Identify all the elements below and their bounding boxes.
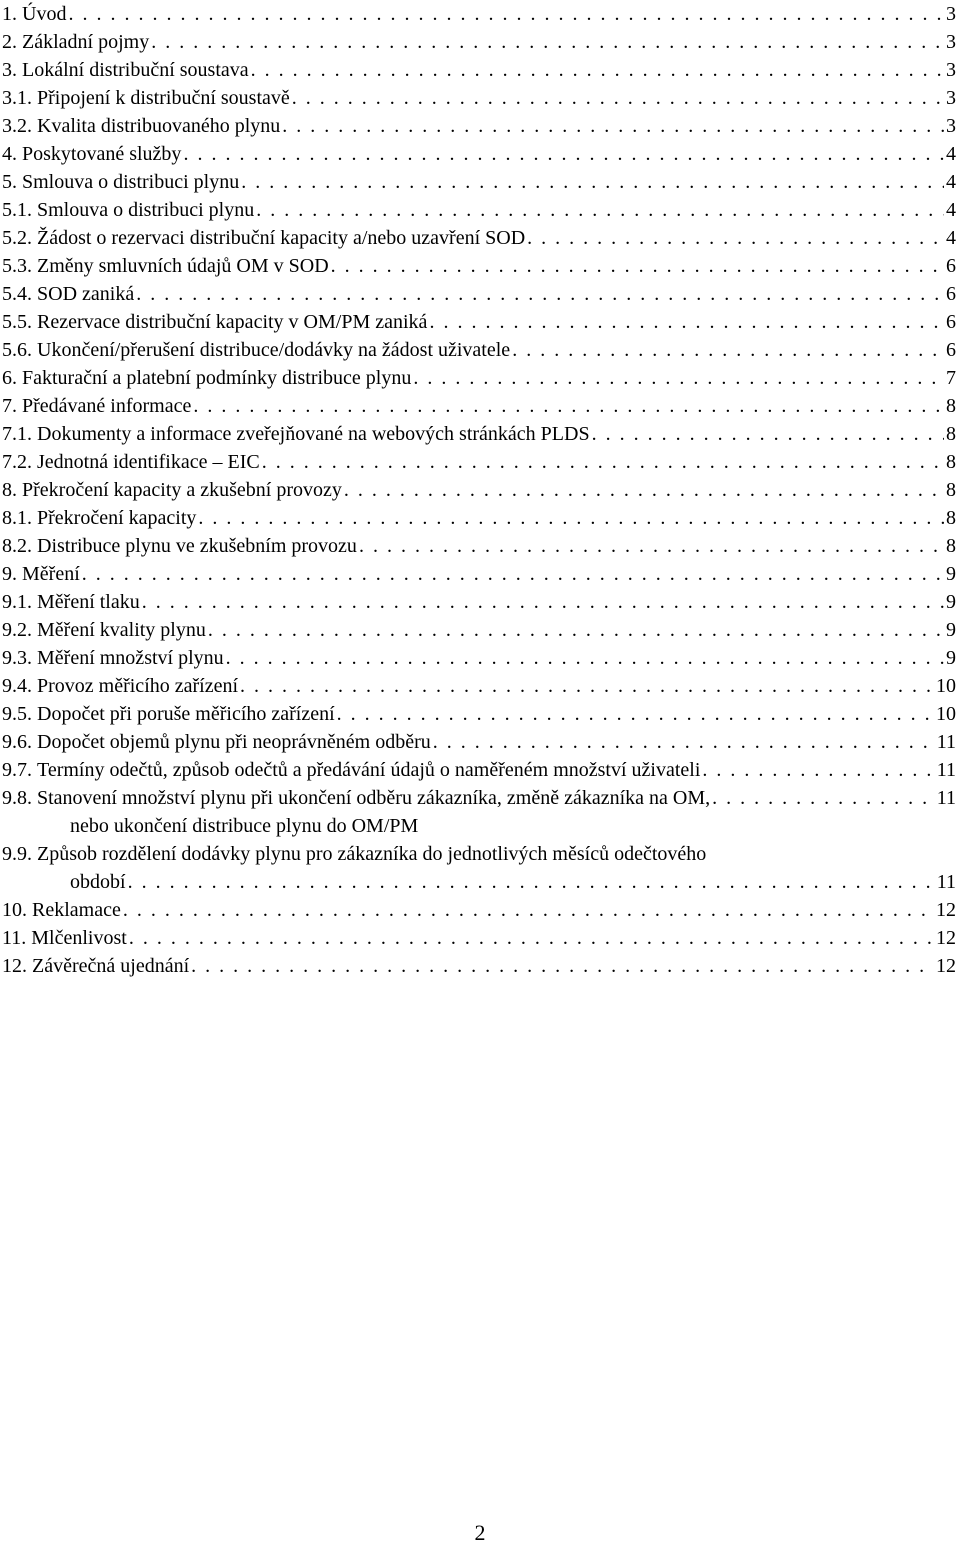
toc-entry-page: 3 xyxy=(946,31,956,53)
toc-leader xyxy=(337,700,934,728)
toc-entry[interactable] xyxy=(0,560,956,588)
toc-entry-title: Měření tlaku xyxy=(37,591,140,613)
toc-entry-page: 12 xyxy=(936,927,956,949)
toc-entry-title: Žádost o rezervaci distribuční kapacity a/nebo uzavření SOD xyxy=(37,227,526,249)
toc-leader xyxy=(151,28,944,56)
toc-entry-page: 8 xyxy=(946,479,956,501)
toc-leader xyxy=(123,896,934,924)
toc-leader xyxy=(68,0,944,28)
toc-entry-number: 5.2. xyxy=(2,227,32,249)
toc-entry-number: 5.1. xyxy=(2,199,32,221)
toc-leader xyxy=(331,252,944,280)
toc-entry-number: 9.6. xyxy=(2,731,32,753)
toc-entry[interactable] xyxy=(0,392,956,420)
toc-entry-title: Způsob rozdělení dodávky plynu pro zákazníka do jednotlivých měsíců odečtového xyxy=(37,843,707,865)
toc-entry[interactable] xyxy=(0,504,956,532)
toc-entry-title: Základní pojmy xyxy=(22,31,150,53)
toc-entry-title: Rezervace distribuční kapacity v OM/PM zaniká xyxy=(37,311,428,333)
toc-entry-title: Stanovení množství plynu při ukončení odběru zákazníka, změně zákazníka na OM, xyxy=(37,787,711,809)
toc-entry-page: 9 xyxy=(946,563,956,585)
toc-entry-number: 6. xyxy=(2,367,17,389)
toc-entry-page: 8 xyxy=(946,535,956,557)
toc-leader xyxy=(292,84,944,112)
toc-entry-page: 12 xyxy=(936,899,956,921)
toc-entry-page: 6 xyxy=(946,255,956,277)
toc-leader xyxy=(136,280,944,308)
page-number: 2 xyxy=(474,1520,486,1545)
toc-entry-number: 1. xyxy=(2,3,17,25)
toc-entry[interactable] xyxy=(0,588,956,616)
toc-leader xyxy=(82,560,944,588)
toc-entry-page: 10 xyxy=(936,675,956,697)
toc-entry-number: 12. xyxy=(2,955,27,977)
toc-leader xyxy=(193,392,944,420)
toc-entry-title: Reklamace xyxy=(32,899,121,921)
toc-entry-number: 3.2. xyxy=(2,115,32,137)
toc-entry-title: Předávané informace xyxy=(22,395,192,417)
toc-entry-title: Úvod xyxy=(22,3,67,25)
toc-entry-title: Připojení k distribuční soustavě xyxy=(37,87,290,109)
toc-entry-page: 4 xyxy=(946,143,956,165)
toc-entry-number: 9.1. xyxy=(2,591,32,613)
toc-leader xyxy=(592,420,944,448)
toc-entry[interactable] xyxy=(0,476,956,504)
toc-entry-page: 6 xyxy=(946,311,956,333)
toc-entry-title: Měření množství plynu xyxy=(37,647,224,669)
toc-entry-title: Fakturační a platební podmínky distribuce plynu xyxy=(22,367,412,389)
toc-entry-number: 9. xyxy=(2,563,17,585)
toc-entry-number: 9.2. xyxy=(2,619,32,641)
toc-entry[interactable] xyxy=(0,952,956,980)
toc-leader xyxy=(282,112,944,140)
toc-entry-title: Dopočet objemů plynu při neoprávněném odběru xyxy=(37,731,431,753)
toc-entry-number: 11. xyxy=(2,927,27,949)
toc-entry-page: 3 xyxy=(946,59,956,81)
toc-leader xyxy=(433,728,935,756)
toc-entry-number: 5.5. xyxy=(2,311,32,333)
toc-entry[interactable] xyxy=(0,532,956,560)
toc-entry[interactable] xyxy=(0,84,956,112)
toc-entry-title: Závěrečná ujednání xyxy=(32,955,190,977)
toc-entry-number: 7. xyxy=(2,395,17,417)
toc-entry-page: 11 xyxy=(936,871,956,893)
toc-entry-page: 12 xyxy=(936,955,956,977)
toc-entry[interactable] xyxy=(0,672,956,700)
toc-entry-number: 9.3. xyxy=(2,647,32,669)
toc-leader xyxy=(128,868,935,896)
toc-entry[interactable] xyxy=(0,336,956,364)
toc-entry[interactable] xyxy=(0,168,956,196)
toc-entry-title: Mlčenlivost xyxy=(31,927,127,949)
toc-leader xyxy=(429,308,944,336)
toc-entry-title: Lokální distribuční soustava xyxy=(22,59,249,81)
toc-entry-number: 9.9. xyxy=(2,843,32,865)
toc-leader xyxy=(262,448,944,476)
toc-entry[interactable] xyxy=(0,224,956,252)
toc-leader xyxy=(256,196,944,224)
toc-entry-page: 6 xyxy=(946,339,956,361)
toc-leader xyxy=(359,532,944,560)
toc-entry[interactable] xyxy=(0,840,956,896)
toc-entry-number: 9.4. xyxy=(2,675,32,697)
toc-entry-number: 2. xyxy=(2,31,17,53)
toc-entry[interactable] xyxy=(0,448,956,476)
toc-entry[interactable] xyxy=(0,924,956,952)
toc-entry-number: 9.5. xyxy=(2,703,32,725)
toc-entry[interactable] xyxy=(0,420,956,448)
toc-entry-page: 3 xyxy=(946,87,956,109)
toc-entry[interactable] xyxy=(0,616,956,644)
toc-entry-page: 8 xyxy=(946,507,956,529)
toc-entry-title: Měření xyxy=(22,563,80,585)
toc-entry-page: 3 xyxy=(946,3,956,25)
toc-entry-number: 7.2. xyxy=(2,451,32,473)
toc-entry-page: 8 xyxy=(946,395,956,417)
toc-leader xyxy=(129,924,934,952)
toc-leader xyxy=(198,504,944,532)
toc-leader xyxy=(183,140,944,168)
toc-entry-page: 6 xyxy=(946,283,956,305)
toc-entry-number: 8.1. xyxy=(2,507,32,529)
toc-leader xyxy=(702,756,934,784)
toc-entry-number: 7.1. xyxy=(2,423,32,445)
toc-entry-number: 8.2. xyxy=(2,535,32,557)
toc-entry-page: 4 xyxy=(946,171,956,193)
toc-entry-title: Překročení kapacity a zkušební provozy xyxy=(22,479,342,501)
toc-entry-page: 7 xyxy=(946,367,956,389)
toc-entry-number: 9.7. xyxy=(2,759,32,781)
toc-entry-title: Poskytované služby xyxy=(22,143,182,165)
toc-entry[interactable] xyxy=(0,784,956,840)
toc-entry-number: 4. xyxy=(2,143,17,165)
toc-leader xyxy=(241,168,944,196)
toc-leader xyxy=(240,672,934,700)
toc-entry-page: 9 xyxy=(946,619,956,641)
toc-entry-title: Dopočet při poruše měřicího zařízení xyxy=(37,703,335,725)
toc-leader xyxy=(712,784,935,812)
toc-entry-title: Dokumenty a informace zveřejňované na webových stránkách PLDS xyxy=(37,423,590,445)
toc-entry-number: 10. xyxy=(2,899,27,921)
toc-entry-title: Distribuce plynu ve zkušebním provozu xyxy=(37,535,357,557)
toc-entry-title: Ukončení/přerušení distribuce/dodávky na žádost uživatele xyxy=(37,339,511,361)
toc-entry-title: Jednotná identifikace – EIC xyxy=(37,451,260,473)
toc-leader xyxy=(208,616,944,644)
toc-entry-page: 10 xyxy=(936,703,956,725)
toc-entry-page: 11 xyxy=(936,787,956,809)
toc-leader xyxy=(344,476,944,504)
toc-entry[interactable] xyxy=(0,56,956,84)
toc-entry[interactable] xyxy=(0,308,956,336)
toc-entry-page: 4 xyxy=(946,199,956,221)
toc-entry-title: Překročení kapacity xyxy=(37,507,197,529)
toc-entry-title: Provoz měřicího zařízení xyxy=(37,675,239,697)
toc-entry-page: 3 xyxy=(946,115,956,137)
toc-entry[interactable] xyxy=(0,196,956,224)
toc-entry-title: SOD zaniká xyxy=(37,283,135,305)
toc-entry[interactable] xyxy=(0,700,956,728)
toc-entry-page: 4 xyxy=(946,227,956,249)
toc-entry[interactable] xyxy=(0,896,956,924)
toc-entry-page: 9 xyxy=(946,647,956,669)
toc-entry-number: 3.1. xyxy=(2,87,32,109)
toc-entry[interactable] xyxy=(0,252,956,280)
toc-entry[interactable] xyxy=(0,112,956,140)
toc-entry-number: 3. xyxy=(2,59,17,81)
toc-entry-number: 5. xyxy=(2,171,17,193)
toc-leader xyxy=(512,336,944,364)
toc-entry[interactable] xyxy=(0,280,956,308)
toc-leader xyxy=(226,644,944,672)
toc-entry[interactable] xyxy=(0,756,956,784)
toc-entry-page: 8 xyxy=(946,451,956,473)
toc-entry-title: Smlouva o distribuci plynu xyxy=(22,171,240,193)
toc-entry-title: Kvalita distribuovaného plynu xyxy=(37,115,281,137)
toc-entry-page: 8 xyxy=(946,423,956,445)
toc-entry[interactable] xyxy=(0,28,956,56)
toc-entry[interactable] xyxy=(0,140,956,168)
toc-entry-page: 11 xyxy=(936,759,956,781)
toc-entry-number: 9.8. xyxy=(2,787,32,809)
toc-entry-title: Termíny odečtů, způsob odečtů a předávání údajů o naměřeném množství uživateli xyxy=(37,759,701,781)
toc-entry-title-continuation: nebo ukončení distribuce plynu do OM/PM xyxy=(70,815,419,837)
toc-entry[interactable] xyxy=(0,0,956,28)
toc-leader xyxy=(251,56,944,84)
toc-leader xyxy=(142,588,944,616)
toc-entry-number: 5.6. xyxy=(2,339,32,361)
toc-entry-page: 11 xyxy=(936,731,956,753)
toc-entry-title: Měření kvality plynu xyxy=(37,619,206,641)
toc-entry-title: Změny smluvních údajů OM v SOD xyxy=(37,255,329,277)
toc-leader xyxy=(191,952,934,980)
toc-entry-number: 8. xyxy=(2,479,17,501)
toc-entry-title: Smlouva o distribuci plynu xyxy=(37,199,255,221)
toc-entry[interactable] xyxy=(0,364,956,392)
toc-entry-number: 5.4. xyxy=(2,283,32,305)
toc-entry[interactable] xyxy=(0,644,956,672)
toc-leader xyxy=(413,364,944,392)
toc-entry-number: 5.3. xyxy=(2,255,32,277)
toc-entry[interactable] xyxy=(0,728,956,756)
toc-leader xyxy=(527,224,944,252)
toc-entry-title-continuation: období xyxy=(70,871,126,893)
toc-entry-page: 9 xyxy=(946,591,956,613)
